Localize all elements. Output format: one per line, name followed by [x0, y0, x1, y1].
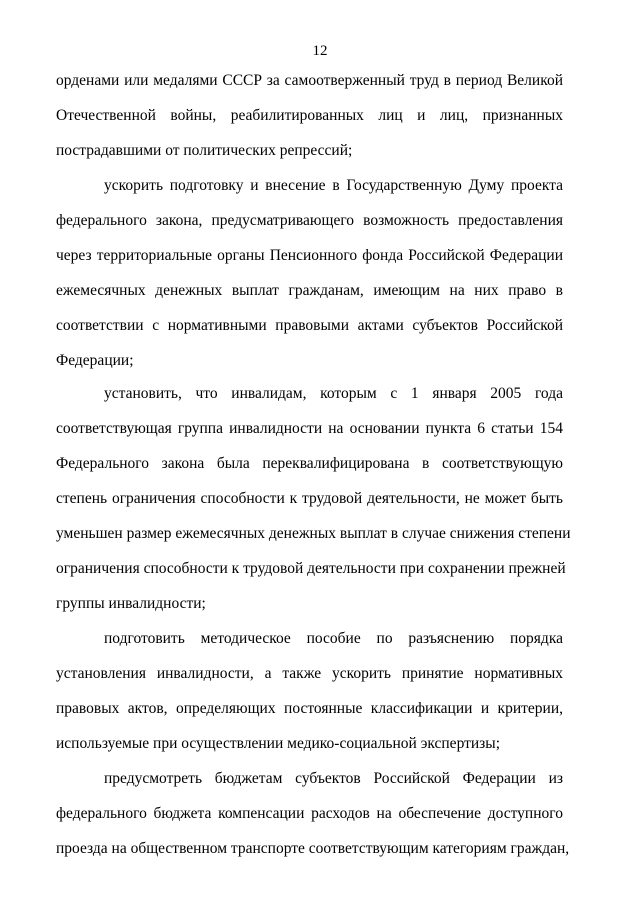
- text-line: установить, что инвалидам, которым с 1 января 2005 года: [104, 385, 563, 402]
- text-line: пострадавшими от политических репрессий;: [56, 142, 353, 159]
- text-line: степень ограничения способности к трудовой деятельности, не может быть: [56, 490, 563, 507]
- text-line: соответствующая группа инвалидности на основании пункта 6 статьи 154: [56, 420, 563, 437]
- text-line: Федерального закона была переквалифицирована в соответствующую: [56, 455, 563, 472]
- text-line: Федерации;: [56, 352, 134, 369]
- text-line: Отечественной войны, реабилитированных лиц и лиц, признанных: [56, 107, 563, 124]
- text-line: уменьшен размер ежемесячных денежных выплат в случае снижения степени: [56, 525, 571, 542]
- text-line: используемые при осуществлении медико-социальной экспертизы;: [56, 735, 501, 752]
- text-line: проезда на общественном транспорте соответствующим категориям граждан,: [56, 840, 570, 857]
- text-line: правовых актов, определяющих постоянные классификации и критерии,: [56, 700, 563, 717]
- text-line: предусмотреть бюджетам субъектов Российской Федерации из: [104, 770, 563, 787]
- text-line: федерального бюджета компенсации расходов на обеспечение доступного: [56, 805, 563, 822]
- text-line: через территориальные органы Пенсионного фонда Российской Федерации: [56, 247, 563, 264]
- text-line: ограничения способности к трудовой деятельности при сохранении прежней: [56, 560, 566, 577]
- text-line: ежемесячных денежных выплат гражданам, имеющим на них право в: [56, 282, 563, 299]
- text-line: ускорить подготовку и внесение в Государственную Думу проекта: [104, 177, 563, 194]
- text-line: соответствии с нормативными правовыми актами субъектов Российской: [56, 317, 563, 334]
- text-line: подготовить методическое пособие по разъяснению порядка: [104, 630, 563, 647]
- text-line: группы инвалидности;: [56, 595, 206, 612]
- text-line: установления инвалидности, а также ускорить принятие нормативных: [56, 665, 563, 682]
- text-line: орденами или медалями СССР за самоотверженный труд в период Великой: [56, 72, 563, 89]
- text-line: федерального закона, предусматривающего возможность предоставления: [56, 212, 563, 229]
- page-number: 12: [312, 43, 328, 59]
